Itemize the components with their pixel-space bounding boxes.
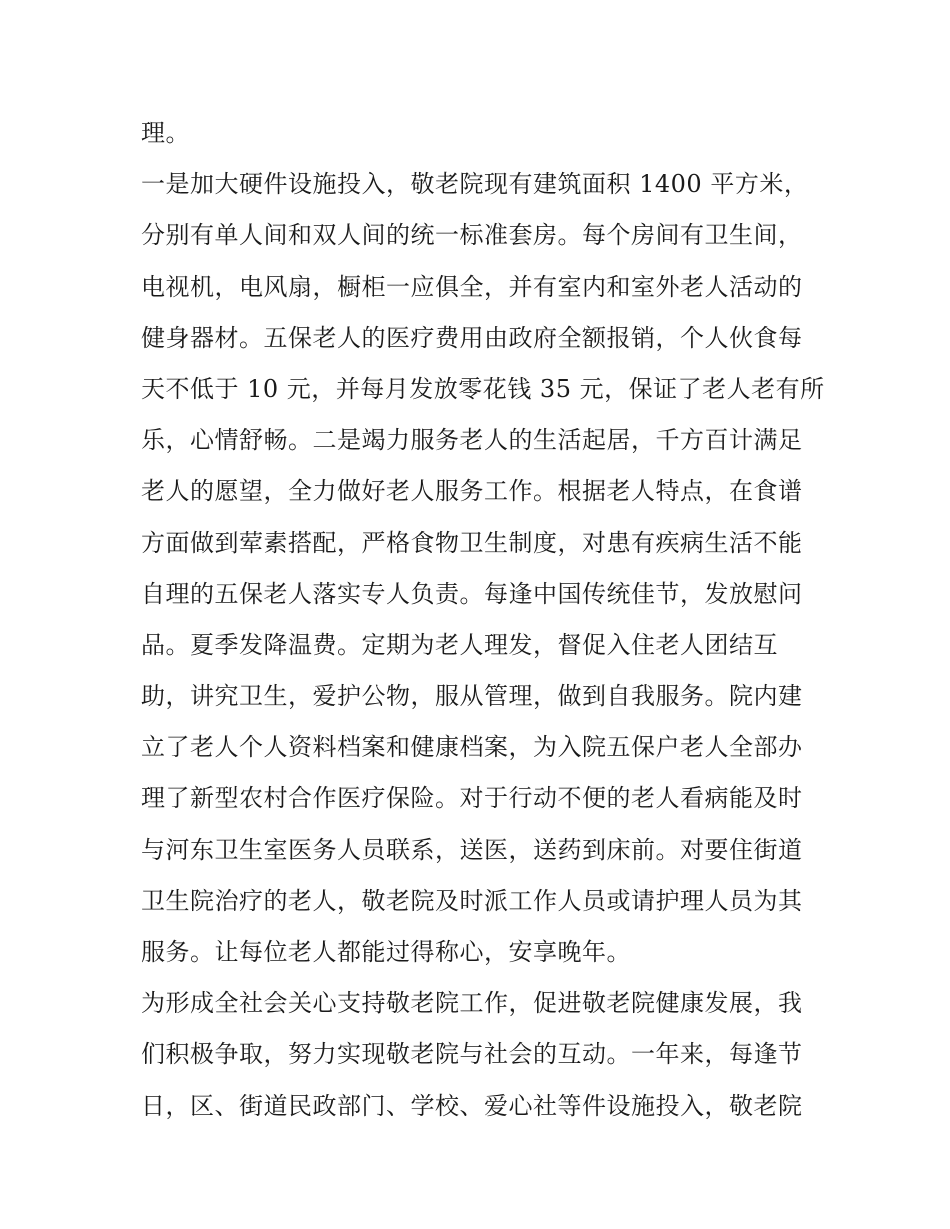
text-line-13: 立了老人个人资料档案和健康档案，为入院五保户老人全部办 [141, 733, 803, 762]
text-line-4: 电视机，电风扇，橱柜一应俱全，并有室内和室外老人活动的 [141, 272, 803, 301]
text-line-20: 日，区、街道民政部门、学校、爱心社等件设施投入，敬老院 [141, 1091, 803, 1120]
text-line-5: 健身器材。五保老人的医疗费用由政府全额报销，个人伙食每 [141, 323, 803, 352]
text-line-12: 助，讲究卫生，爱护公物，服从管理，做到自我服务。院内建 [141, 682, 803, 711]
text-line-7: 乐，心情舒畅。二是竭力服务老人的生活起居，千方百计满足 [141, 426, 803, 455]
text-line-9: 方面做到荤素搭配，严格食物卫生制度，对患有疾病生活不能 [141, 528, 803, 557]
text-line-11: 品。夏季发降温费。定期为老人理发，督促入住老人团结互 [141, 630, 778, 659]
text-line-17: 服务。让每位老人都能过得称心，安享晚年。 [141, 938, 631, 966]
text-line-3: 分别有单人间和双人间的统一标准套房。每个房间有卫生间， [141, 221, 803, 250]
body-text [141, 108, 825, 1132]
text-line-16: 卫生院治疗的老人，敬老院及时派工作人员或请护理人员为其 [141, 886, 803, 915]
text-line-10: 自理的五保老人落实专人负责。每逢中国传统佳节，发放慰问 [141, 579, 803, 608]
text-line-2: 一是加大硬件设施投入，敬老院现有建筑面积 1400 平方米， [141, 170, 809, 199]
text-line-14: 理了新型农村合作医疗保险。对于行动不便的老人看病能及时 [141, 784, 803, 813]
text-line-18: 为形成全社会关心支持敬老院工作，促进敬老院健康发展，我 [141, 989, 803, 1018]
text-line-15: 与河东卫生室医务人员联系，送医，送药到床前。对要住街道 [141, 835, 803, 864]
text-line-19: 们积极争取，努力实现敬老院与社会的互动。一年来，每逢节 [141, 1040, 803, 1069]
text-line-6: 天不低于 10 元，并每月发放零花钱 35 元，保证了老人老有所 [141, 374, 825, 403]
text-line-1: 理。 [141, 119, 190, 147]
text-line-8: 老人的愿望，全力做好老人服务工作。根据老人特点，在食谱 [141, 477, 803, 506]
